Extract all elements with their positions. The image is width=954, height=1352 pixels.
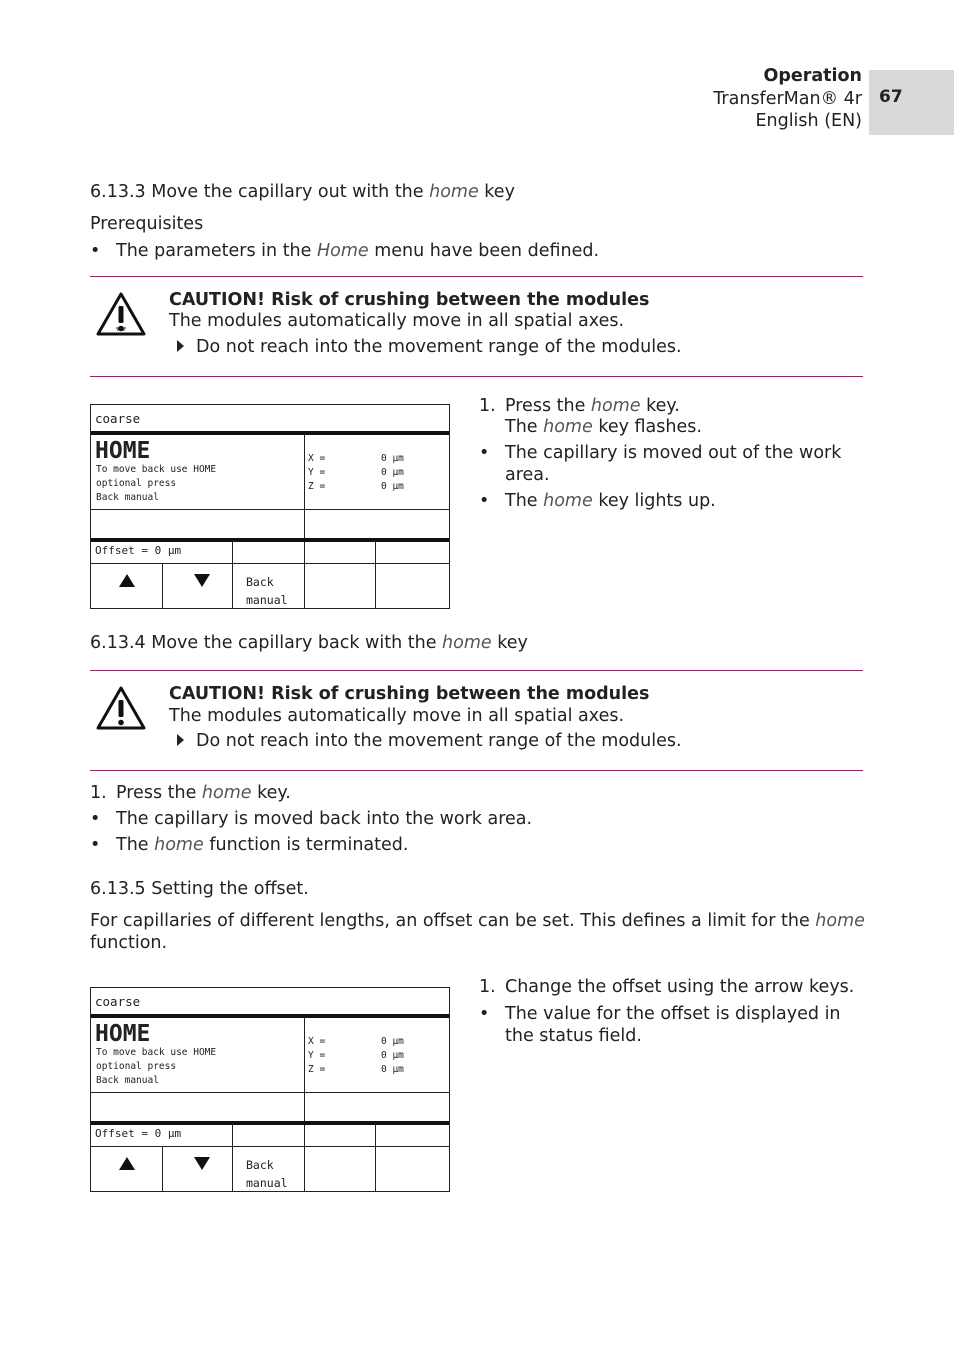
result-text: The capillary is moved back into the work area. [116, 809, 533, 829]
display-vline [304, 1018, 305, 1150]
step-key-name: home [590, 396, 641, 416]
prereq-text-end: menu have been defined. [368, 241, 600, 261]
section-number: 6.13.4 [90, 633, 146, 653]
offset-paragraph-line2: function. [90, 933, 168, 953]
step-text: The [505, 417, 544, 437]
section-number: 6.13.3 [90, 182, 146, 202]
display-vline [232, 563, 233, 608]
caution-bottom-rule [90, 376, 863, 377]
bullet: • [479, 443, 490, 463]
caution-text: The modules automatically move in all spatial axes. [169, 311, 625, 331]
z-axis-label: Z = [308, 481, 326, 492]
display-vline [162, 563, 163, 608]
y-axis-label: Y = [308, 467, 326, 478]
x-axis-label: X = [308, 1036, 326, 1047]
display-divider [91, 1121, 449, 1125]
result-text: The [505, 491, 544, 511]
display-vline [304, 435, 305, 567]
bullet: • [90, 241, 101, 261]
step-1-detail [505, 416, 702, 438]
step-text: Press the [505, 396, 591, 416]
header-product: TransferMan® 4r [713, 88, 862, 109]
display-divider [91, 1014, 449, 1018]
step-text: Press the [116, 783, 202, 803]
step-1 [90, 782, 291, 804]
page-number-box [869, 70, 954, 135]
controller-display [90, 987, 450, 1192]
display-vline [162, 1146, 163, 1191]
manual-label: manual [246, 593, 288, 607]
warning-triangle-icon [95, 685, 147, 731]
paragraph-text: For capillaries of different lengths, an offset can be set. This defines a limit for the [90, 911, 816, 931]
result-item [90, 808, 533, 830]
display-line: Back manual [96, 1075, 159, 1086]
arrow-down-key-icon [194, 1157, 210, 1170]
result-item [479, 490, 716, 512]
display-line: To move back use HOME [96, 1047, 217, 1058]
bullet: • [90, 835, 101, 855]
result-key-name: home [543, 491, 593, 511]
result-key-name: home [154, 835, 204, 855]
heading-text-end: key [478, 182, 515, 202]
section-heading-6-13-3 [90, 181, 515, 203]
caution-top-rule [90, 276, 863, 277]
x-axis-value: 0 µm [381, 453, 404, 464]
display-hline [91, 1146, 449, 1147]
caution-title: CAUTION! Risk of crushing between the modules [169, 684, 650, 704]
display-vline [304, 563, 305, 608]
z-axis-value: 0 µm [381, 1064, 404, 1075]
x-axis-label: X = [308, 453, 326, 464]
step-text-end: key. [640, 396, 680, 416]
display-vline [375, 1125, 376, 1191]
caution-text: The modules automatically move in all spatial axes. [169, 706, 625, 726]
result-text: The [116, 835, 155, 855]
display-vline [375, 542, 376, 608]
step-key-name: home [201, 783, 252, 803]
prerequisites-label: Prerequisites [90, 214, 204, 234]
step-text-end: key flashes. [592, 417, 702, 437]
paragraph-key-name: home [815, 911, 865, 931]
heading-key-name: home [442, 633, 492, 653]
z-axis-label: Z = [308, 1064, 326, 1075]
caution-action-text: Do not reach into the movement range of the modules. [196, 337, 682, 357]
display-hline [91, 509, 449, 510]
action-arrow-icon [177, 734, 184, 746]
display-vline [232, 542, 233, 563]
back-manual-label [246, 1156, 288, 1192]
y-axis-value: 0 µm [381, 467, 404, 478]
display-line: optional press [96, 1061, 177, 1072]
bullet: • [90, 809, 101, 829]
heading-text: Setting the offset. [151, 879, 309, 899]
back-label: Back [246, 575, 274, 589]
step-key-name: home [543, 417, 593, 437]
back-manual-label [246, 573, 288, 609]
caution-action [177, 730, 682, 752]
running-header [713, 65, 862, 133]
step-text: Change the offset using the arrow keys. [505, 977, 855, 997]
display-title: HOME [95, 1021, 151, 1047]
step-number: 1. [479, 396, 496, 416]
caution-action-text: Do not reach into the movement range of the modules. [196, 731, 682, 751]
section-heading-6-13-5 [90, 878, 309, 900]
display-vline [232, 1125, 233, 1146]
arrow-up-key-icon [119, 574, 135, 587]
x-axis-value: 0 µm [381, 1036, 404, 1047]
step-number: 1. [90, 783, 107, 803]
result-item [479, 1003, 841, 1025]
warning-triangle-icon [95, 291, 147, 337]
arrow-up-key-icon [119, 1157, 135, 1170]
heading-text: Move the capillary out with the [151, 182, 430, 202]
display-divider [91, 538, 449, 542]
section-heading-6-13-4 [90, 632, 528, 654]
display-mode: coarse [95, 411, 141, 426]
display-mode: coarse [95, 994, 141, 1009]
caution-action [177, 336, 682, 358]
controller-display [90, 404, 450, 609]
y-axis-label: Y = [308, 1050, 326, 1061]
offset-paragraph-line1 [90, 910, 865, 932]
heading-text: Move the capillary back with the [151, 633, 443, 653]
result-text: The capillary is moved out of the work [505, 443, 842, 463]
prerequisite-item [90, 240, 600, 262]
caution-bottom-rule [90, 770, 863, 771]
header-language: English (EN) [755, 111, 862, 131]
result-text-cont: area. [505, 465, 550, 485]
header-section: Operation [763, 66, 862, 86]
result-text-end: function is terminated. [203, 835, 409, 855]
prereq-menu-name: Home [316, 241, 369, 261]
step-text-end: key. [251, 783, 291, 803]
action-arrow-icon [177, 340, 184, 352]
display-hline [91, 1092, 449, 1093]
caution-top-rule [90, 670, 863, 671]
prereq-text: The parameters in the [116, 241, 317, 261]
result-item [479, 442, 842, 464]
result-text: The value for the offset is displayed in [505, 1004, 841, 1024]
heading-text-end: key [491, 633, 528, 653]
arrow-down-key-icon [194, 574, 210, 587]
section-number: 6.13.5 [90, 879, 146, 899]
display-hline [91, 563, 449, 564]
result-text-cont: the status field. [505, 1026, 642, 1046]
result-text-end: key lights up. [592, 491, 716, 511]
back-label: Back [246, 1158, 274, 1172]
caution-title: CAUTION! Risk of crushing between the modules [169, 290, 650, 310]
manual-label: manual [246, 1176, 288, 1190]
step-1 [479, 395, 680, 417]
z-axis-value: 0 µm [381, 481, 404, 492]
bullet: • [479, 491, 490, 511]
result-item [90, 834, 409, 856]
display-line: To move back use HOME [96, 464, 217, 475]
display-line: Back manual [96, 492, 159, 503]
display-vline [304, 1146, 305, 1191]
step-number: 1. [479, 977, 496, 997]
display-vline [232, 1146, 233, 1191]
offset-status: Offset = 0 µm [95, 544, 182, 557]
display-title: HOME [95, 438, 151, 464]
heading-key-name: home [429, 182, 479, 202]
offset-status: Offset = 0 µm [95, 1127, 182, 1140]
display-divider [91, 431, 449, 435]
display-line: optional press [96, 478, 177, 489]
y-axis-value: 0 µm [381, 1050, 404, 1061]
page-number: 67 [879, 87, 903, 107]
step-1 [479, 976, 855, 998]
bullet: • [479, 1004, 490, 1024]
